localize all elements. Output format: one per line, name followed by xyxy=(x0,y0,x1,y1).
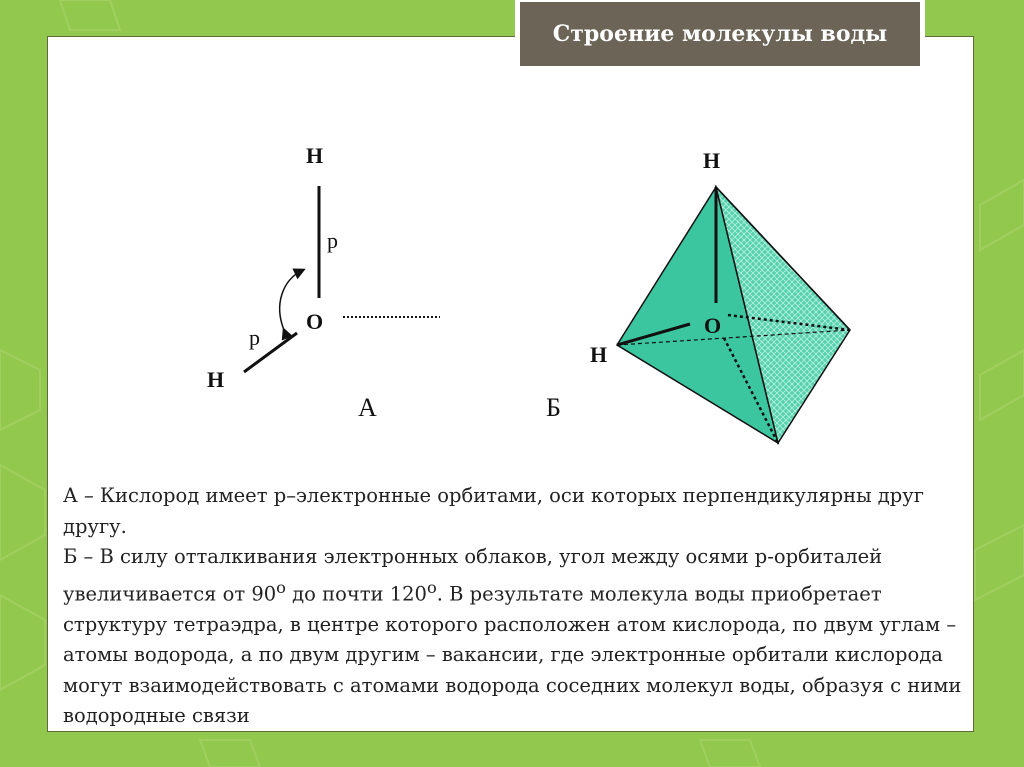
diagram-b-tetrahedron xyxy=(617,187,850,443)
atom-h-left-b: H xyxy=(590,342,608,367)
caption-b: Б xyxy=(546,393,561,422)
description-b-part-1: Б – В силу отталкивания электронных облаков, угол между осями р-орбиталей увеличивается от 90 xyxy=(63,545,883,605)
atom-o-a: O xyxy=(306,309,324,334)
description-b-part-3: . В результате молекула воды приобретает структуру тетраэдра, в центре которого расположен атом кислорода, по двум углам – атомы водорода, а по двум другим – вакансии, где электронные орбитали кислорода могут взаимодействовать с атомами водорода соседних молекул воды, образуя с ними водородные связи xyxy=(63,582,962,727)
slide-title: Строение молекулы воды xyxy=(520,2,920,66)
description-line-b xyxy=(63,542,963,732)
atom-h-top-b: H xyxy=(703,148,721,173)
orbital-label-left-a: p xyxy=(249,325,260,350)
description-text xyxy=(63,481,963,732)
diagram-a xyxy=(244,186,440,372)
atom-h-left-a: H xyxy=(207,367,225,392)
angle-arrow xyxy=(280,270,303,330)
description-b-part-2: до почти 120 xyxy=(285,582,427,605)
caption-a: А xyxy=(358,393,377,422)
degree-sup-1: о xyxy=(276,577,286,597)
description-line-a: А – Кислород имеет р–электронные орбитами, оси которых перпендикулярны друг другу. xyxy=(63,484,924,538)
atom-o-b: O xyxy=(704,313,722,338)
degree-sup-2: о xyxy=(426,577,437,597)
atom-h-top-a: H xyxy=(306,143,324,168)
orbital-label-top-a: p xyxy=(327,228,338,253)
